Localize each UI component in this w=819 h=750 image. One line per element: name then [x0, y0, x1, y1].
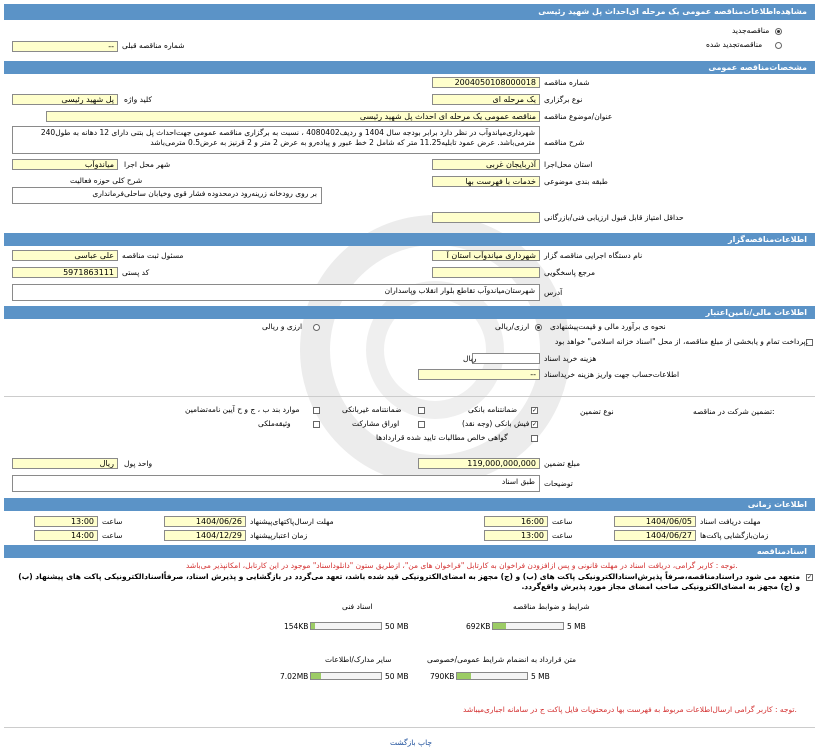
receive-date-field: 1404/06/05 — [614, 516, 696, 527]
responsible-label: مسئول ثبت مناقصه — [122, 251, 184, 260]
property-collateral-checkbox[interactable] — [313, 421, 320, 428]
fx-rial-label: ارزی و ریالی — [262, 322, 303, 331]
account-label: اطلاعات‌حساب جهت واریز هزینه خریداسناد — [544, 370, 680, 379]
open-time-label: ساعت — [552, 531, 573, 540]
file-max-conditions: 5 MB — [567, 622, 586, 631]
currency-label: واحد پول — [124, 459, 153, 468]
responsible-field: علی عباسی — [12, 250, 118, 261]
doc-cost-field — [472, 353, 540, 364]
estimate-label: نحوه ی برآورد مالی و قیمت‌پیشنهادی — [550, 322, 666, 331]
bonds-checkbox[interactable] — [418, 421, 425, 428]
guarantee-amount-label: مبلغ تضمین — [544, 459, 581, 468]
prev-number-field: -- — [12, 41, 118, 52]
address-label: آدرس — [544, 288, 563, 297]
scope-label: شرح کلی حوزه فعالیت — [70, 176, 143, 185]
doc-cost-unit: ریال — [463, 354, 477, 363]
file-bar-technical — [310, 622, 382, 630]
file-size-technical: 154KB — [284, 622, 309, 631]
tender-type-label: نوع برگزاری — [544, 95, 583, 104]
description-box: شهرداری‌میاندوآب در نظر دارد برابر بودجه سال 1404 و ردیف4080402 ، نسبت به برگزاری مناقصه عمومی جهت‌احداث پل بتنی دارای 12 دهانه به طول240 مترمی‌باشد. عرض عمود تابلیه11.25 متر که شامل 2 خط عبور و پیاده‌رو به عرض 2 متر و 2 قرنیز به عرض0.5 مترمی‌باشد — [12, 126, 540, 154]
send-time-field: 13:00 — [34, 516, 98, 527]
guarantee-label: تضمین شرکت در مناقصه: — [693, 407, 775, 416]
file-bar-other — [310, 672, 382, 680]
organizer-header: اطلاعات‌مناقصه‌گزار — [4, 233, 815, 246]
notes-label: توضیحات — [544, 479, 573, 488]
keyword-label: کلید واژه — [124, 95, 152, 104]
file-bar-contract — [456, 672, 528, 680]
validity-time-label: ساعت — [102, 531, 123, 540]
category-field: خدمات با فهرست بها — [432, 176, 540, 187]
fx-rial-radio[interactable] — [313, 324, 320, 331]
file-bar-conditions — [492, 622, 564, 630]
city-label: شهر محل اجرا — [124, 160, 171, 169]
bank-guarantee-checkbox[interactable]: ✓ — [532, 407, 538, 414]
new-tender-label: مناقصه‌جدید — [732, 26, 770, 35]
postal-code-field: 5971863111 — [12, 267, 118, 278]
open-date-field: 1404/06/27 — [614, 530, 696, 541]
validity-label: زمان اعتبارپیشنهاد — [250, 531, 308, 540]
bank-receipt-label: فیش بانکی (وجه نقد) — [462, 419, 530, 428]
commitment-text: متعهد می شود دراسنادمناقصه،صرفاً پذیرش‌اسنادالکترونیکی پاکت های (ب) و (ج) مجهز به امضای‌الکترونیکی قید شده باشد، تعهد می‌گردد در بازگشایی و پذیرش اسناد، صرفاًاسنادالکترونیکی پاکت های پیشنهاد (ب) و (ج) مجهز به امضای‌الکترونیکی صاحب امضای مجاز مورد پذیرش واقع‌گردد. — [12, 571, 804, 595]
prev-number-label: شماره مناقصه قبلی — [122, 41, 185, 50]
financial-header: اطلاعات مالی/تامین‌اعتبار — [4, 306, 815, 319]
notes-box: طبق اسناد — [12, 475, 540, 492]
guarantee-amount-field: 119,000,000,000 — [418, 458, 540, 469]
send-date-field: 1404/06/26 — [164, 516, 246, 527]
reference-field — [432, 267, 540, 278]
province-label: استان محل‌اجرا — [544, 160, 593, 169]
postal-code-label: کد پستی — [122, 268, 150, 277]
islamic-treasury-text: پرداخت تمام و یابخشی از مبلغ مناقصه، از محل "اسناد خزانه اسلامی" خواهد بود. — [555, 337, 809, 346]
receive-label: مهلت دریافت اسناد — [700, 517, 761, 526]
receivables-checkbox[interactable] — [531, 435, 538, 442]
download-note: توجه : کاربر گرامی، دریافت اسناد در مهلت قانونی و پس ازافزودن فراخوان به کارتابل "فراخوان های من"، ازطریق ستون "دانلوداسناد" موجود در این کارتابل، امکانپذیر می‌باشد. — [186, 561, 738, 570]
validity-date-field: 1404/12/29 — [164, 530, 246, 541]
bank-guarantee-label: ضمانتنامه بانکی — [468, 405, 518, 414]
file-size-contract: 790KB — [430, 672, 455, 681]
send-label: مهلت ارسال‌پاکتهای‌پیشنهاد — [250, 517, 334, 526]
documents-header: اسنادمناقصه — [4, 545, 815, 558]
device-label: نام دستگاه اجرایی مناقصه گزار — [544, 251, 643, 260]
renewed-tender-radio[interactable] — [775, 42, 782, 49]
non-bank-guarantee-label: ضمانتنامه غیربانکی — [342, 405, 402, 414]
file-label-technical: اسناد فنی — [342, 602, 373, 611]
tender-number-field: 2004050108000018 — [432, 77, 540, 88]
receivables-label: گواهی خالص مطالبات تایید شده قراردادها — [376, 433, 508, 442]
general-header: مشخصات‌مناقصه عمومی — [4, 61, 815, 74]
subject-field: مناقصه عمومی یک مرحله ای احداث پل شهید رئیسی — [46, 111, 540, 122]
file-label-contract: متن قرارداد به انضمام شرایط عمومی/خصوصی — [427, 655, 576, 664]
rial-radio[interactable] — [535, 324, 542, 331]
category-label: طبقه بندی موضوعی — [544, 177, 608, 186]
renewed-tender-label: مناقصه‌تجدید شده — [706, 40, 763, 49]
tender-type-field: یک مرحله ای — [432, 94, 540, 105]
new-tender-radio[interactable] — [775, 28, 782, 35]
file-max-technical: 50 MB — [385, 622, 409, 631]
print-back-link[interactable]: چاپ بازگشت — [390, 738, 432, 747]
tender-number-label: شماره مناقصه — [544, 78, 590, 87]
page-title: مشاهده‌اطلاعات‌مناقصه عمومی یک مرحله ای‌احداث پل شهید رئیسی — [4, 4, 815, 20]
send-time-label: ساعت — [102, 517, 123, 526]
reference-label: مرجع پاسخگویی — [544, 268, 596, 277]
open-label: زمان‌بازگشایی پاکت‌ها — [700, 531, 769, 540]
commitment-checkbox[interactable]: ✓ — [807, 574, 813, 581]
min-score-field — [432, 212, 540, 223]
file-size-conditions: 692KB — [466, 622, 491, 631]
rial-label: ارزی/ریالی — [495, 322, 530, 331]
clauses-checkbox[interactable] — [313, 407, 320, 414]
address-box: شهرستان‌میاندوآب تقاطع بلوار انقلاب وپاسداران — [12, 284, 540, 301]
province-field: آذربایجان غربی — [432, 159, 540, 170]
subject-label: عنوان/موضوع مناقصه — [544, 112, 613, 121]
price-list-note: توجه : کاربر گرامی ارسال‌اطلاعات مربوط به فهرست بها درمحتویات فایل پاکت ج در سامانه اجباری‌میباشد. — [463, 705, 797, 714]
description-label: شرح مناقصه — [544, 138, 585, 147]
doc-cost-label: هزینه خرید اسناد — [544, 354, 597, 363]
non-bank-guarantee-checkbox[interactable] — [418, 407, 425, 414]
file-label-conditions: شرایط و ضوابط مناقصه — [513, 602, 590, 611]
open-time-field: 13:00 — [484, 530, 548, 541]
file-max-other: 50 MB — [385, 672, 409, 681]
min-score-label: حداقل امتیاز قابل قبول ارزیابی فنی/بازرگانی — [544, 213, 684, 222]
keyword-field: پل شهید رئیسی — [12, 94, 118, 105]
receive-time-field: 16:00 — [484, 516, 548, 527]
scope-box: بر روی رودخانه زرینه‌رود درمحدوده فشار قوی وخیابان ساحلی‌فرمانداری — [12, 187, 322, 204]
guarantee-type-label: نوع تضمین — [580, 407, 614, 416]
file-label-other: سایر مدارک/اطلاعات — [325, 655, 392, 664]
file-max-contract: 5 MB — [531, 672, 550, 681]
clauses-label: موارد بند ب ، ج و ح آیین نامه‌تضامین — [185, 405, 300, 414]
account-field: -- — [418, 369, 540, 380]
city-field: میاندوآب — [12, 159, 118, 170]
device-field: شهرداری میاندوآب استان آ — [432, 250, 540, 261]
receive-time-label: ساعت — [552, 517, 573, 526]
bank-receipt-checkbox[interactable]: ✓ — [532, 421, 538, 428]
file-size-other: 7.02MB — [280, 672, 309, 681]
validity-time-field: 14:00 — [34, 530, 98, 541]
property-collateral-label: وثیقه‌ملکی — [258, 419, 291, 428]
bonds-label: اوراق مشارکت — [352, 419, 400, 428]
timing-header: اطلاعات زمانی — [4, 498, 815, 511]
currency-field: ریال — [12, 458, 118, 469]
